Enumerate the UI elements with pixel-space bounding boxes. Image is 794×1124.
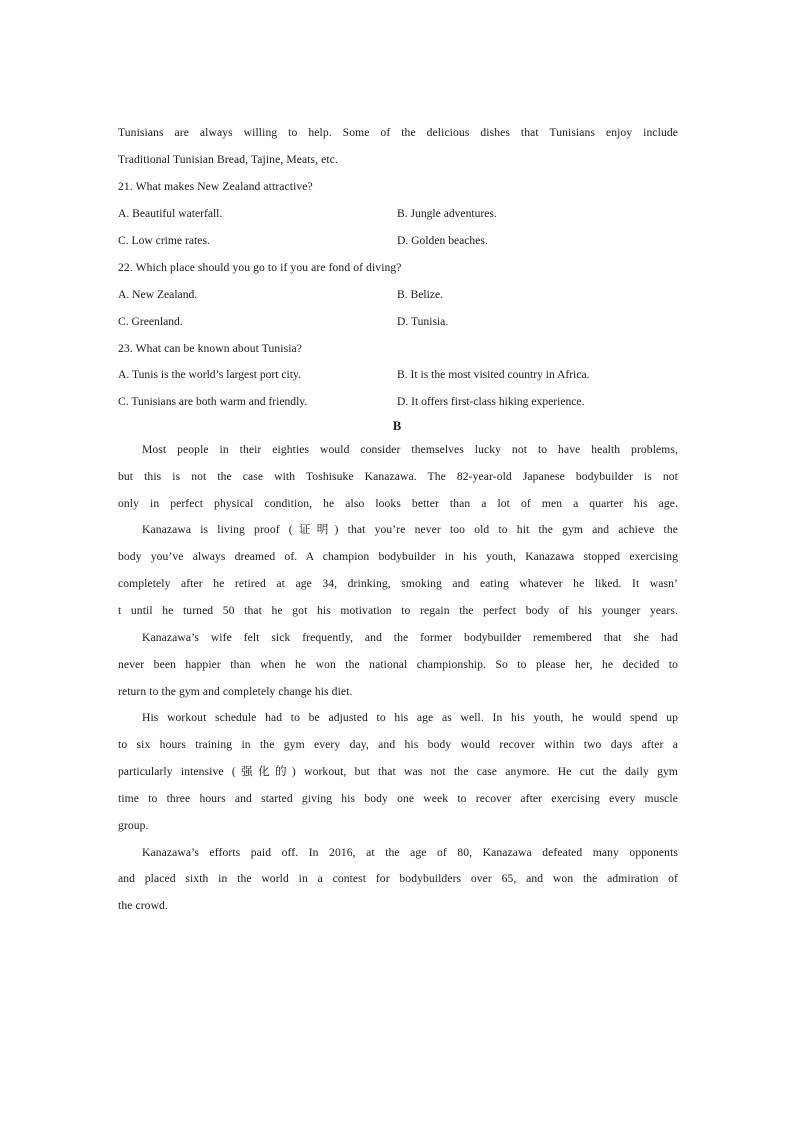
section-heading-b: B [392, 419, 402, 433]
passage-line: time to three hours and started giving his body one week to recover after exercising every muscle [118, 792, 678, 805]
passage-line: and placed sixth in the world in a contest for bodybuilders over 65, and won the admiration of [118, 872, 678, 885]
passage-line: group. [118, 819, 149, 832]
question-22-option-d: D. Tunisia. [397, 315, 449, 328]
passage-line: Kanazawa is living proof (证明) that you’re never too old to hit the gym and achieve the [142, 523, 678, 536]
passage-line: particularly intensive (强化的) workout, but that was not the case anymore. He cut the daily gym [118, 765, 678, 778]
passage-line: Most people in their eighties would consider themselves lucky not to have health problems, [142, 443, 678, 456]
question-21-option-d: D. Golden beaches. [397, 234, 488, 247]
question-23-option-a: A. Tunis is the world’s largest port city. [118, 368, 301, 381]
question-23-option-d: D. It offers first-class hiking experience. [397, 395, 585, 408]
passage-line: Kanazawa’s efforts paid off. In 2016, at the age of 80, Kanazawa defeated many opponents [142, 846, 678, 859]
passage-line: to six hours training in the gym every day, and his body would recover within two days after a [118, 738, 678, 751]
passage-line: return to the gym and completely change his diet. [118, 685, 353, 698]
passage-line: the crowd. [118, 899, 168, 912]
passage-line: Kanazawa’s wife felt sick frequently, and the former bodybuilder remembered that she had [142, 631, 678, 644]
passage-line: His workout schedule had to be adjusted to his age as well. In his youth, he would spend up [142, 711, 678, 724]
passage-line: body you’ve always dreamed of. A champion bodybuilder in his youth, Kanazawa stopped exercising [118, 550, 678, 563]
passage-line: completely after he retired at age 34, drinking, smoking and eating whatever he liked. It wasn’ [118, 577, 678, 590]
passage-line: never been happier than when he won the national championship. So to please her, he decided to [118, 658, 678, 671]
question-22-option-a: A. New Zealand. [118, 288, 198, 301]
question-22-stem: 22. Which place should you go to if you are fond of diving? [118, 261, 402, 274]
passage-line: Traditional Tunisian Bread, Tajine, Meats, etc. [118, 153, 338, 166]
question-21-option-a: A. Beautiful waterfall. [118, 207, 223, 220]
passage-line: Tunisians are always willing to help. Some of the delicious dishes that Tunisians enjoy include [118, 126, 678, 139]
question-22-option-c: C. Greenland. [118, 315, 183, 328]
question-23-option-b: B. It is the most visited country in Africa. [397, 368, 590, 381]
question-23-option-c: C. Tunisians are both warm and friendly. [118, 395, 308, 408]
question-21-stem: 21. What makes New Zealand attractive? [118, 180, 313, 193]
question-22-option-b: B. Belize. [397, 288, 444, 301]
question-21-option-c: C. Low crime rates. [118, 234, 210, 247]
question-21-option-b: B. Jungle adventures. [397, 207, 497, 220]
passage-line: t until he turned 50 that he got his motivation to regain the perfect body of his younger years. [118, 604, 678, 617]
question-23-stem: 23. What can be known about Tunisia? [118, 342, 303, 355]
passage-line: only in perfect physical condition, he also looks better than a lot of men a quarter his age. [118, 497, 678, 510]
passage-line: but this is not the case with Toshisuke Kanazawa. The 82-year-old Japanese bodybuilder is not [118, 470, 678, 483]
